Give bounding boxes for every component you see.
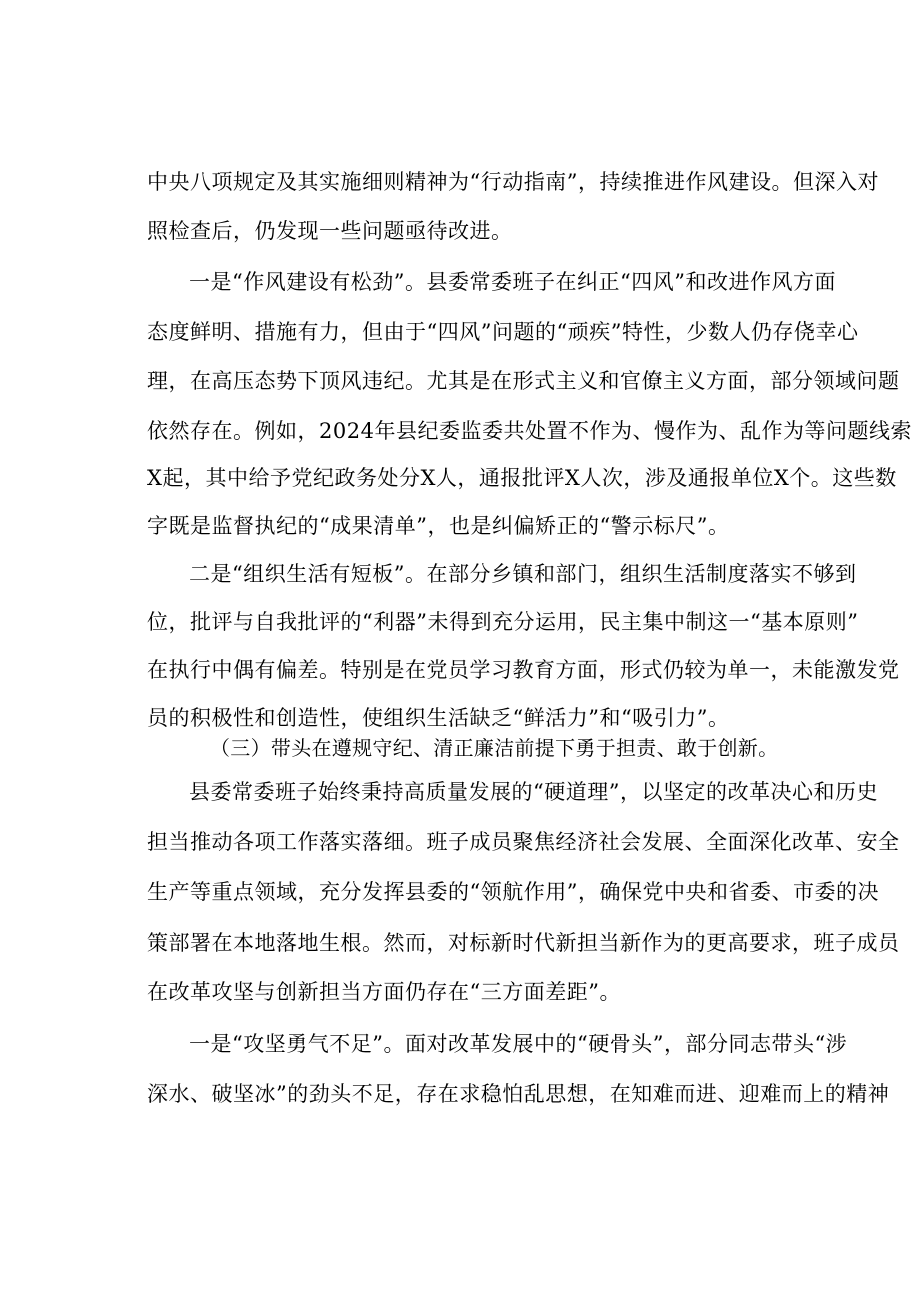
paragraph-line: 照检查后，仍发现一些问题亟待改进。	[147, 219, 513, 243]
paragraph-line: 县委常委班子始终秉持高质量发展的“硬道理”，以坚定的改革决心和历史	[189, 780, 878, 804]
paragraph-line: 在执行中偶有偏差。特别是在党员学习教育方面，形式仍较为单一，未能激发党	[147, 658, 900, 682]
section-heading: （三）带头在遵规守纪、清正廉洁前提下勇于担责、敢于创新。	[210, 736, 779, 760]
paragraph-line: 二是“组织生活有短板”。在部分乡镇和部门，组织生活制度落实不够到	[189, 562, 857, 586]
paragraph-line: 一是“攻坚勇气不足”。面对改革发展中的“硬骨头”，部分同志带头“涉	[189, 1032, 848, 1056]
paragraph-line: 一是“作风建设有松劲”。县委常委班子在纠正“四风”和改进作风方面	[189, 270, 836, 294]
paragraph-line: 生产等重点领域，充分发挥县委的“领航作用”，确保党中央和省委、市委的决	[147, 880, 879, 904]
paragraph-line: 担当推动各项工作落实落细。班子成员聚焦经济社会发展、全面深化改革、安全	[147, 830, 900, 854]
paragraph-line: 中央八项规定及其实施细则精神为“行动指南”，持续推进作风建设。但深入对	[147, 170, 879, 194]
paragraph-line: 理，在高压态势下顶风违纪。尤其是在形式主义和官僚主义方面，部分领域问题	[147, 369, 900, 393]
paragraph-line: 字既是监督执纪的“成果清单”，也是纠偏矫正的“警示标尺”。	[147, 514, 730, 538]
paragraph-line: 依然存在。例如，2024年县纪委监委共处置不作为、慢作为、乱作为等问题线索	[147, 419, 912, 443]
paragraph-line: 态度鲜明、措施有力，但由于“四风”问题的“顽疾”特性，少数人仍存侥幸心	[147, 320, 859, 344]
paragraph-line: 深水、破坚冰”的劲头不足，存在求稳怕乱思想，在知难而进、迎难而上的精神	[147, 1082, 890, 1106]
paragraph-line: X起，其中给予党纪政务处分X人，通报批评X人次，涉及通报单位X个。这些数	[147, 466, 897, 490]
paragraph-line: 位，批评与自我批评的“利器”未得到充分运用，民主集中制这一“基本原则”	[147, 610, 859, 634]
paragraph-line: 策部署在本地落地生根。然而，对标新时代新担当新作为的更高要求，班子成员	[147, 931, 900, 955]
paragraph-line: 员的积极性和创造性，使组织生活缺乏“鲜活力”和“吸引力”。	[147, 706, 730, 730]
paragraph-line: 在改革攻坚与创新担当方面仍存在“三方面差距”。	[147, 980, 621, 1004]
